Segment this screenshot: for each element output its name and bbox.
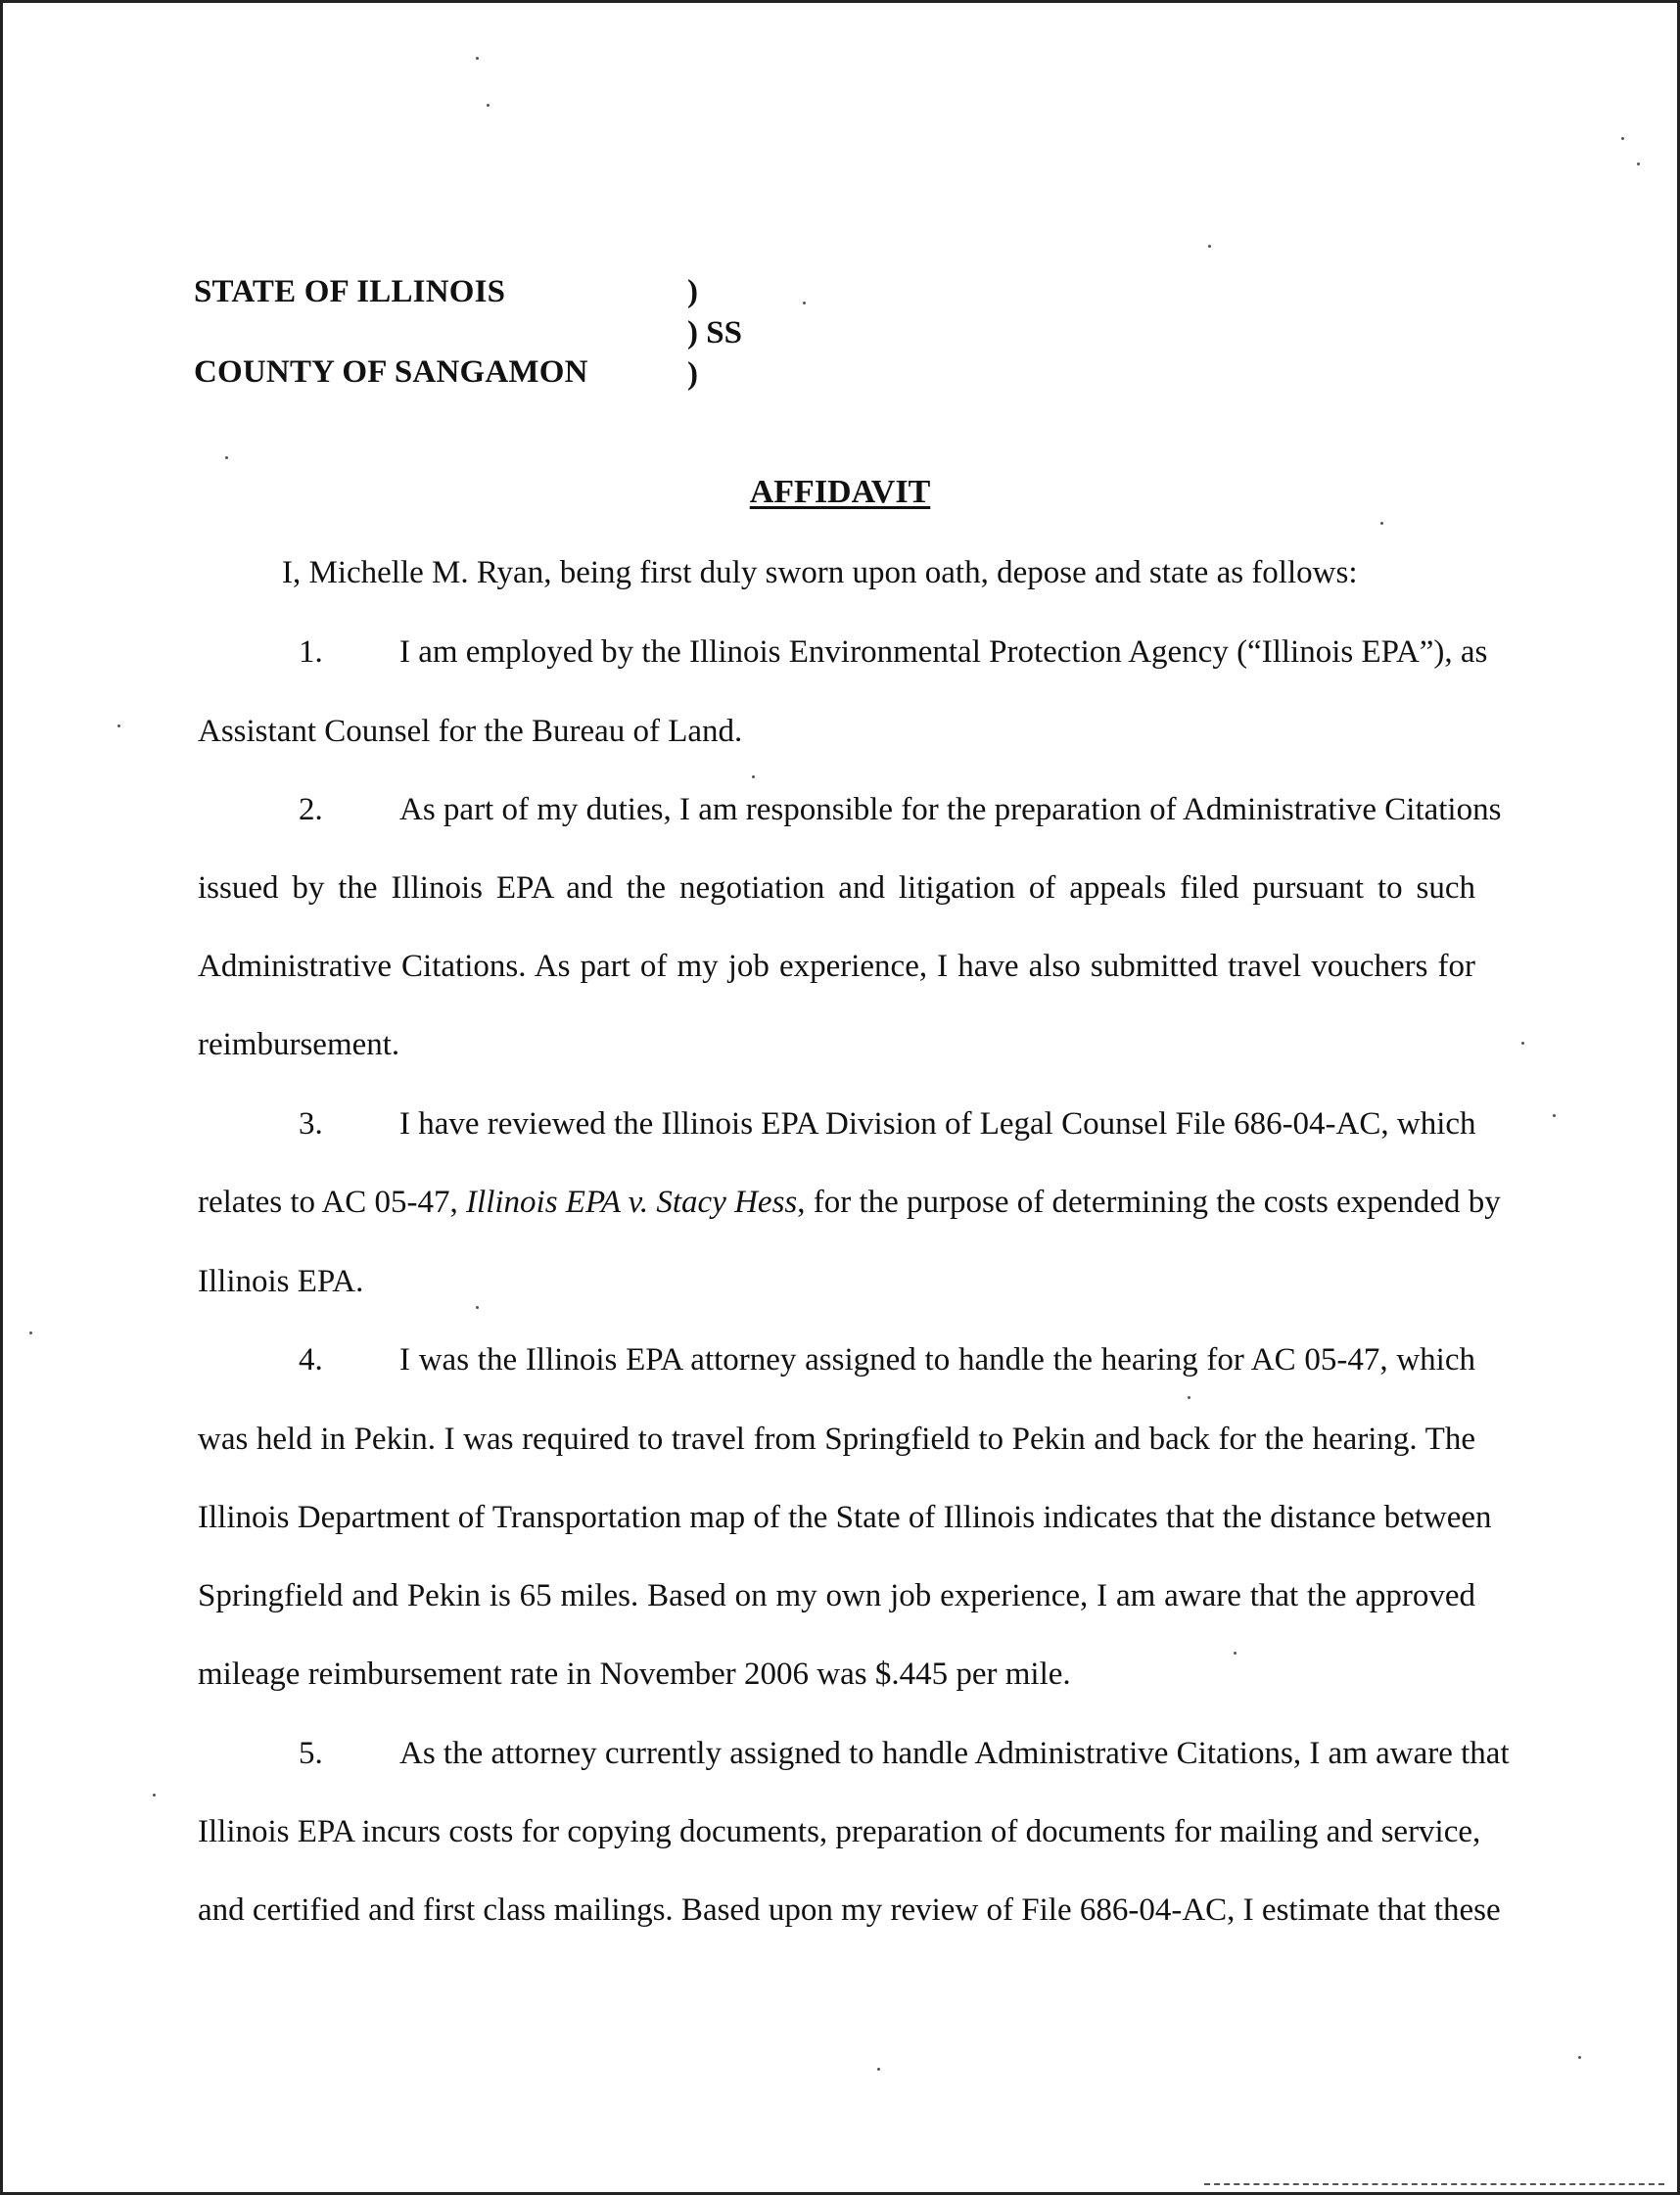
para-4-line-3: Illinois Department of Transportation map of the State of Illinois indicates that the distance between <box>198 1500 1492 1535</box>
caption-paren-bottom: ) <box>687 356 698 392</box>
para-2-line-1: As part of my duties, I am responsible for the preparation of Administrative Citations <box>399 792 1502 827</box>
para-3-number: 3. <box>299 1106 323 1142</box>
para-2-line-4: reimbursement. <box>198 1027 400 1062</box>
para-1-line-1: I am employed by the Illinois Environmental Protection Agency (“Illinois EPA”), as <box>399 634 1488 670</box>
case-name: Illinois EPA v. Stacy Hess <box>466 1185 798 1220</box>
caption-state: STATE OF ILLINOIS <box>194 274 506 309</box>
para-3-line-2-pre: relates to AC 05-47, <box>198 1185 467 1220</box>
scan-speck <box>153 1794 156 1797</box>
para-5-number: 5. <box>299 1736 323 1771</box>
para-4-line-5: mileage reimbursement rate in November 2006 was $.445 per mile. <box>198 1657 1071 1692</box>
para-3-line-1: I have reviewed the Illinois EPA Division of Legal Counsel File 686-04-AC, which <box>399 1106 1476 1142</box>
scan-speck <box>1188 1396 1190 1399</box>
para-2-line-2: issued by the Illinois EPA and the negotiation and litigation of appeals filed pursuant to such <box>198 870 1475 906</box>
para-3-line-3: Illinois EPA. <box>198 1264 364 1299</box>
scan-speck <box>1637 163 1640 165</box>
scan-speck <box>1578 2056 1581 2059</box>
para-5-line-3: and certified and first class mailings. Based upon my review of File 686-04-AC, I estimate that these <box>198 1892 1501 1928</box>
scan-speck <box>1380 522 1383 525</box>
para-5-line-2: Illinois EPA incurs costs for copying documents, preparation of documents for mailing and service, <box>198 1814 1481 1849</box>
para-4-line-2: was held in Pekin. I was required to travel from Springfield to Pekin and back for the hearing. The <box>198 1422 1475 1457</box>
caption-paren-ss: ) SS <box>687 315 742 350</box>
para-2-line-3: Administrative Citations. As part of my job experience, I have also submitted travel vouchers for <box>198 949 1475 984</box>
para-4-line-1: I was the Illinois EPA attorney assigned to handle the hearing for AC 05-47, which <box>399 1342 1475 1378</box>
scan-speck <box>476 1306 479 1309</box>
scan-speck <box>752 775 755 778</box>
caption-county: COUNTY OF SANGAMON <box>194 354 588 390</box>
para-4-line-4: Springfield and Pekin is 65 miles. Based on my own job experience, I am aware that the approved <box>198 1578 1475 1613</box>
scan-speck <box>476 57 479 60</box>
scan-speck <box>1553 1114 1556 1117</box>
scan-footer-artifact <box>1204 2183 1664 2187</box>
scan-speck <box>1208 245 1211 248</box>
scan-speck <box>487 104 490 107</box>
scan-border-top <box>0 0 1680 3</box>
para-4-number: 4. <box>299 1342 323 1378</box>
scan-speck <box>1521 1042 1524 1045</box>
intro-line: I, Michelle M. Ryan, being first duly sworn upon oath, depose and state as follows: <box>282 555 1358 590</box>
scan-speck <box>225 456 228 459</box>
para-3-line-2 <box>198 1183 1501 1222</box>
scan-speck <box>117 724 120 727</box>
scan-speck <box>1621 137 1624 140</box>
para-5-line-1: As the attorney currently assigned to handle Administrative Citations, I am aware that <box>399 1736 1510 1771</box>
scan-speck <box>29 1331 32 1334</box>
scan-border-left <box>0 0 3 2195</box>
scan-speck <box>1234 1652 1237 1655</box>
caption-paren-top: ) <box>687 274 698 309</box>
scan-speck <box>877 2068 880 2071</box>
para-1-line-2: Assistant Counsel for the Bureau of Land. <box>198 714 743 749</box>
page-title: AFFIDAVIT <box>749 474 931 510</box>
para-3-line-2-post: , for the purpose of determining the costs expended by <box>797 1185 1501 1220</box>
para-2-number: 2. <box>299 792 323 827</box>
scan-speck <box>803 302 806 304</box>
para-1-number: 1. <box>299 634 323 670</box>
